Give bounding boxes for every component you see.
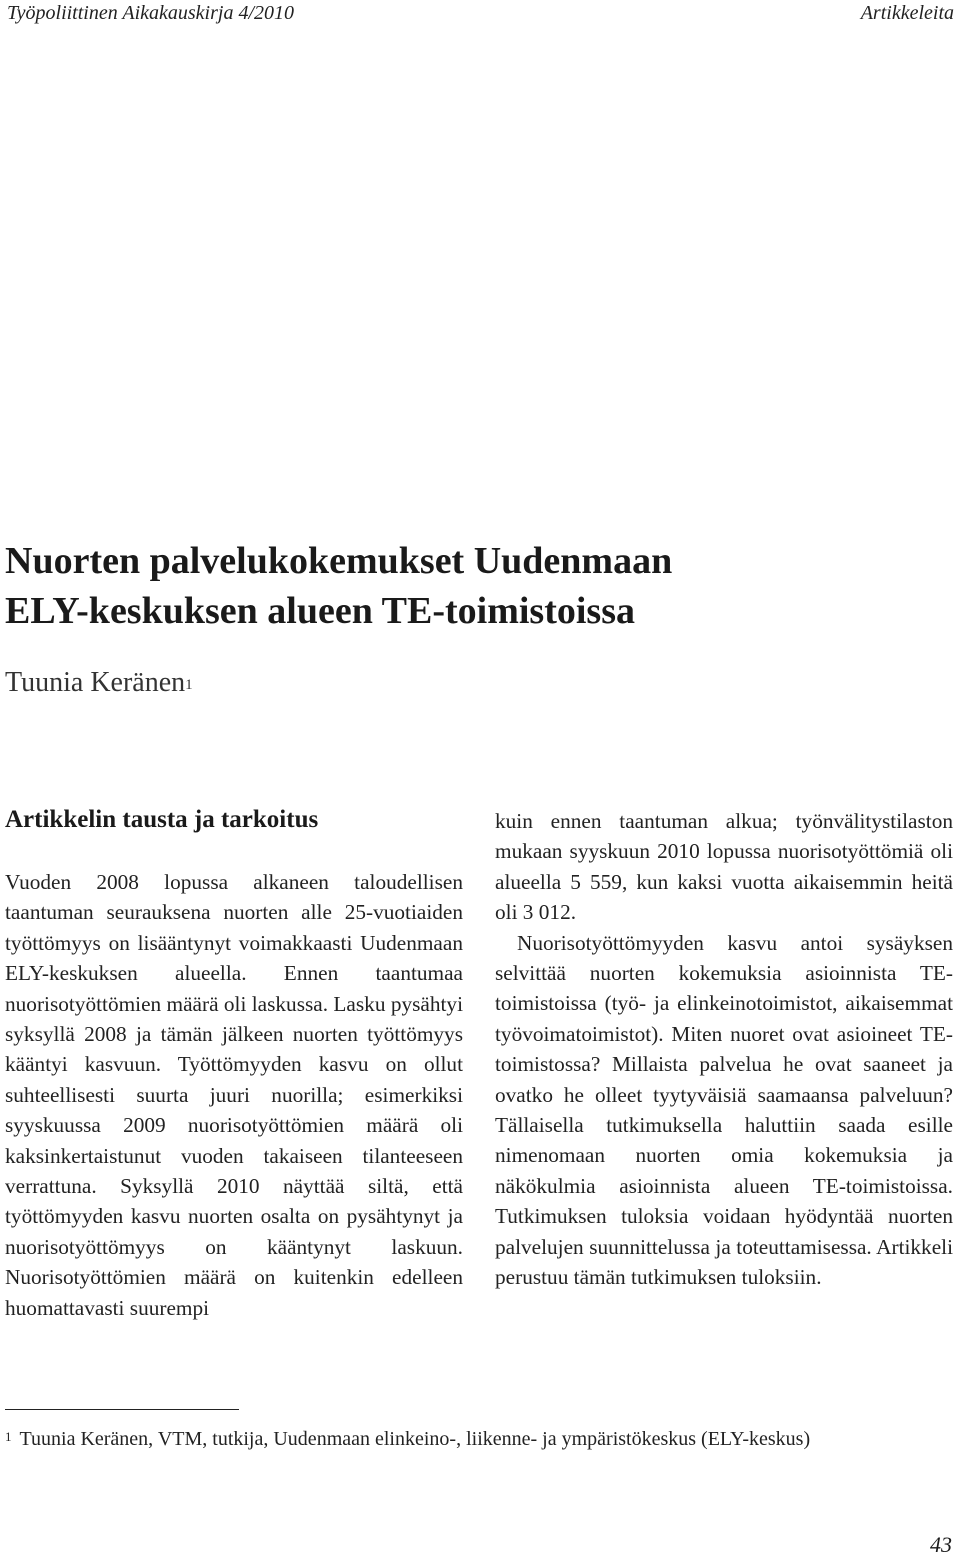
section-heading: Artikkelin tausta ja tarkoitus	[5, 806, 319, 833]
body-paragraph: kuin ennen taantuman alkua; työnvälitystilaston mukaan syyskuun 2010 lopussa nuorisotyöttömiä oli alueella 5 559, kun kaksi vuotta aikaisemmin heitä oli 3 012.	[495, 809, 953, 925]
left-column	[5, 867, 463, 1323]
footnote-text: Tuunia Keränen, VTM, tutkija, Uudenmaan elinkeino-, liikenne- ja ympäristökeskus (ELY-keskus)	[19, 1428, 811, 1450]
author-name: Tuunia Keränen	[5, 667, 186, 698]
footnote	[5, 1425, 810, 1453]
article-title-line-1: Nuorten palvelukokemukset Uudenmaan	[5, 540, 673, 582]
right-column	[495, 806, 953, 1293]
body-paragraph: Vuoden 2008 lopussa alkaneen taloudellisen taantuman seurauksena nuorten alle 25-vuotiaiden työttömyys on lisääntynyt voimakkaasti Uudenmaan ELY-keskuksen alueella. Ennen taantumaa nuorisotyöttömien määrä oli laskussa. Lasku pysähtyi syksyllä 2008 ja tämän jälkeen nuorten työttömyys kääntyi kasvuun. Työttömyyden kasvu on ollut suhteellisesti suurta juuri nuorilla; esimerkiksi syyskuussa 2009 nuorisotyöttömien määrä oli kaksinkertaistunut vuoden takaiseen tilanteeseen verrattuna. Syksyllä 2010 näyttää siltä, että työttömyyden kasvu nuorten osalta on pysähtynyt ja nuorisotyöttömyys on kääntynyt laskuun. Nuorisotyöttömien määrä on kuitenkin edelleen huomattavasti suurempi	[5, 870, 463, 1320]
article-title	[5, 536, 945, 636]
author-line	[5, 665, 193, 701]
footnote-divider	[5, 1409, 239, 1410]
section-header: Artikkeleita	[860, 2, 954, 24]
article-title-line-2: ELY-keskuksen alueen TE-toimistoissa	[5, 590, 636, 632]
author-footnote-mark: 1	[185, 677, 193, 693]
journal-header: Työpoliittinen Aikakauskirja 4/2010	[7, 2, 295, 24]
footnote-mark: 1	[5, 1429, 12, 1444]
body-paragraph: Nuorisotyöttömyyden kasvu antoi sysäyksen selvittää nuorten kokemuksia asioinnista TE-toimistoissa (työ- ja elinkeinotoimistot, aikaisemmat työvoimatoimistot). Miten nuoret ovat asioineet TE-toimistossa? Millaista palvelua he ovat saaneet ja ovatko he olleet tyytyväisiä saamaansa palveluun? Tällaisella tutkimuksella haluttiin saada esille nimenomaan nuorten omia kokemuksia ja näkökulmia asioinnista alueen TE-toimistoissa. Tutkimuksen tuloksia voidaan hyödyntää nuorten palvelujen suunnittelussa ja toteuttamisessa. Artikkeli perustuu tämän tutkimuksen tuloksiin.	[495, 930, 953, 1290]
page-number: 43	[930, 1532, 952, 1557]
